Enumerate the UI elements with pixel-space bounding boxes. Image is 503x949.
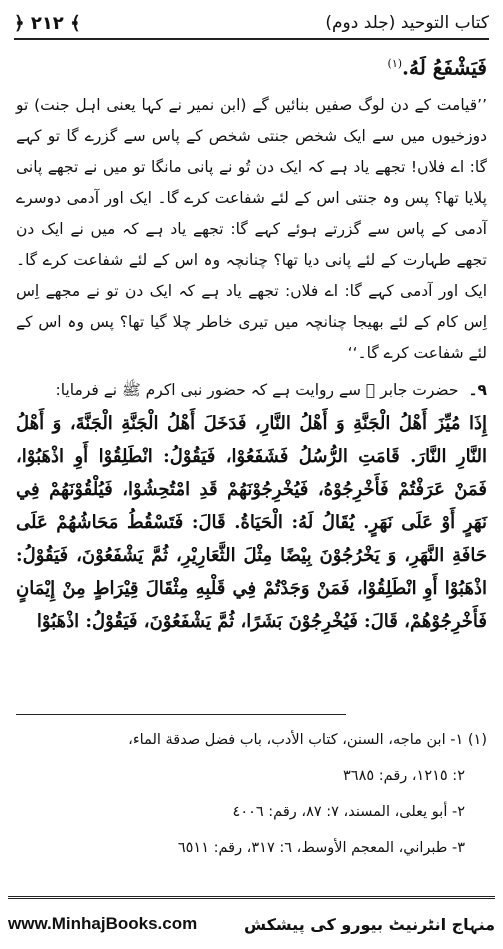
page-number: ﴾ ۲۱۲ ﴿ (14, 12, 81, 34)
website-link[interactable]: www.MinhajBooks.com (8, 914, 198, 933)
footnote-1: (١) ١- ابن ماجه، السنن، كتاب الأدب، باب فضل صدقة الماء، (128, 732, 487, 748)
opening-arabic (16, 48, 487, 84)
footnote-ref: (١) (387, 57, 403, 70)
hadith-intro: حضرت جابر ﷛ سے روایت ہے کہ حضور نبی اکرم ﷺ نے فرمایا: (55, 380, 459, 399)
page-body (16, 44, 487, 638)
footnote-2: ٢- أبو يعلى، المسند، ٧: ٨٧، رقم: ٤٠٠٦ (232, 804, 465, 820)
footnote-1-cont: ٢: ١٢١٥، رقم: ٣٦٨٥ (343, 768, 465, 784)
publisher-credit: منہاج انٹرنیٹ بیورو کی پیشکش (243, 914, 495, 934)
opening-arabic-text: فَيَشْفَعُ لَهُ. (402, 55, 487, 80)
footnotes (16, 722, 487, 866)
hadith-number: ۹۔ (468, 380, 487, 399)
book-title: کتاب التوحید (جلد دوم) (325, 13, 489, 33)
footnote-3: ٣- طبراني، المعجم الأوسط، ٦: ٣١٧، رقم: ٦٥١١ (177, 840, 465, 856)
page-header (14, 8, 489, 40)
page-footer (8, 896, 495, 949)
hadith-9-arabic: إِذَا مُيِّزَ أَهْلُ الْجَنَّةِ وَ أَهْلُ النَّارِ، فَدَخَلَ أَهْلُ الْجَنَّةِ الْجَنَّةَ، وَ أَهْلُ النَّارِ النَّارَ. قَامَتِ الرُّسُلُ فَشَفَعُوْا، فَيَقُوْلُ: انْطَلِقُوْا أَوِ اذْهَبُوْا، فَمَنْ عَرَفْتُمْ فَأَخْرِجُوْهُ، فَيُخْرِجُوْنَهُمْ قَدِ امْتُحِشُوْا، فَيُلْقُوْنَهُمْ فِي نَهَرٍ أَوْ عَلَى نَهَرٍ. يُقَالُ لَهُ: الْحَيَاةُ. قَالَ: فَتَسْقُطُ مَحَاشُهُمْ عَلَى حَافَةِ النَّهَرِ، وَ يَخْرُجُوْنَ بِيْضًا مِثْلَ الثَّعَارِيْرِ، ثُمَّ يَشْفَعُوْنَ، فَيَقُوْلُ: اذْهَبُوْا أَوِ انْطَلِقُوْا، فَمَنْ وَجَدْتُمْ فِي قَلْبِهِ مِثْقَالَ قِيْرَاطٍ مِنْ إِيْمَانٍ فَأَخْرِجُوْهُمْ، قَالَ: فَيُخْرِجُوْنَ بَشَرًا، ثُمَّ يَشْفَعُوْنَ، فَيَقُوْلُ: اذْهَبُوْا (16, 412, 487, 632)
footnote-divider (16, 714, 346, 715)
urdu-translation: ’’قیامت کے دن لوگ صفیں بنائیں گے (ابن نمیر نے کہا یعنی اہل جنت) تو دوزخیوں میں سے ایک شخص جنتی شخص کے پاس سے گزرے گا تو کہے گا: اے فلاں! تجھے یاد ہے کہ ایک دن تُو نے پانی مانگا تو میں نے تجھے پانی پلایا تھا؟ پس وہ جنتی اس کے لئے شفاعت کرے گا۔ ایک اور آدمی دوسرے آدمی کے پاس سے گزرتے ہوئے کہے گا: تجھے یاد ہے کہ میں نے ایک دن تجھے طہارت کے لئے پانی دیا تھا؟ چنانچہ وہ اس کے لئے شفاعت کرے گا۔ ایک اور آدمی کہے گا: اے فلاں: تجھے یاد ہے کہ ایک دن تو نے مجھے اِس اِس کام کے لئے بھیجا چنانچہ میں تیری خاطر چلا گیا تھا؟ پس وہ اس کے لئے شفاعت کرے گا۔‘‘ (16, 95, 487, 362)
hadith-9-intro-line (16, 375, 487, 405)
